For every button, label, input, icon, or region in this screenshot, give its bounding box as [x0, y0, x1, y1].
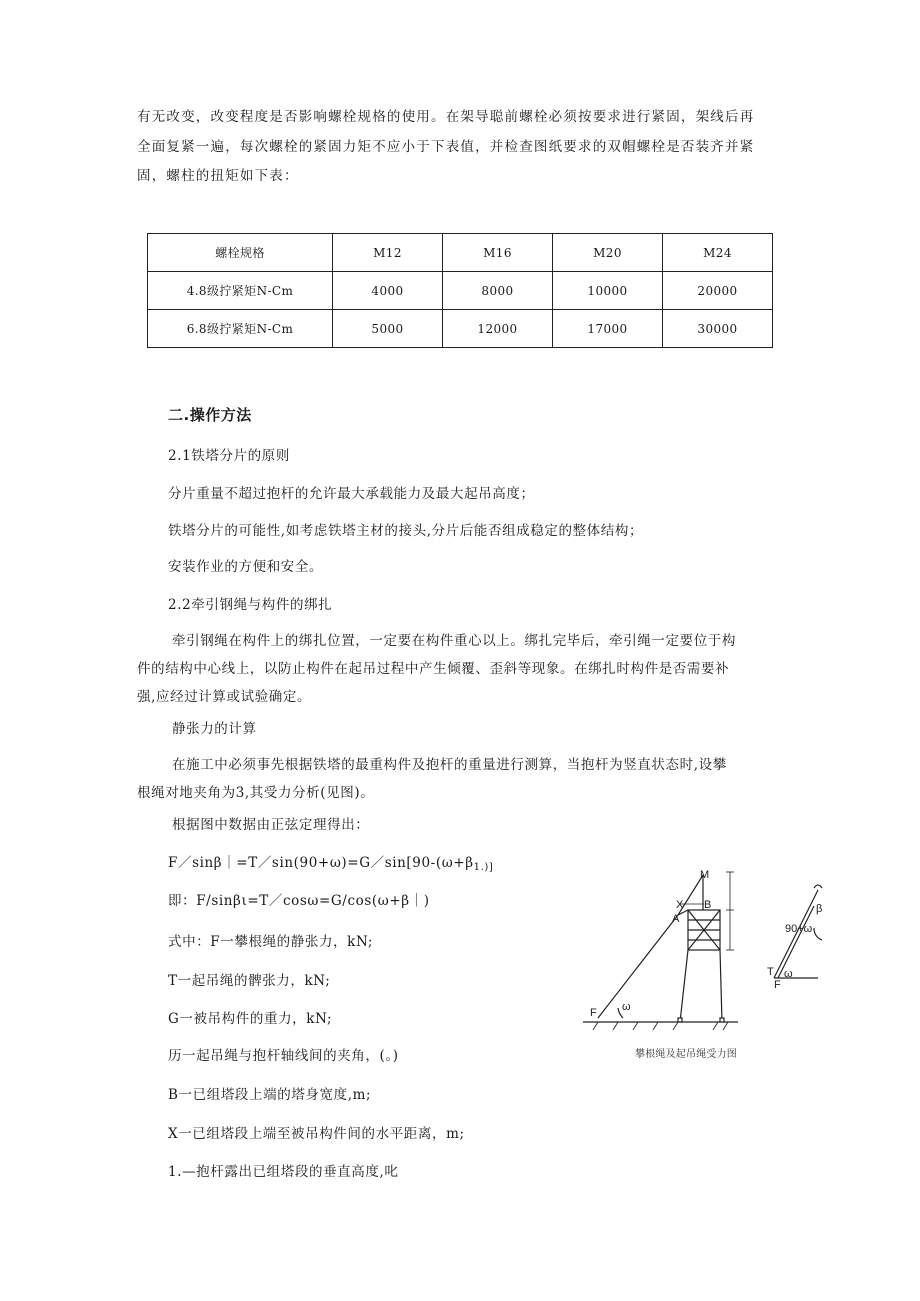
paragraph: 根绳对地夹角为3,其受力分析(见图)。: [137, 785, 375, 801]
intro-line-2: 全面复紧一遍，每次螺栓的紧固力矩不应小于下表值，并检查图纸要求的双帽螺栓是否装齐并紧: [137, 139, 755, 155]
paragraph: 安装作业的方便和安全。: [168, 559, 324, 575]
formula-1: [168, 853, 493, 875]
definition: 历一起吊绳与抱杆轴线间的夹角，(。): [168, 1048, 399, 1064]
force-diagram: [578, 860, 848, 1040]
formula-1-main: F／sinβ｜=T／sin(90+ω)=G／sin[90-(ω+β: [168, 855, 474, 871]
table-cell: 30000: [663, 310, 773, 348]
table-row: [148, 272, 773, 310]
table-cell: 12000: [443, 310, 553, 348]
intro-line-1: 有无改变，改变程度是否影响螺栓规格的使用。在架导聪前螺栓必须按要求进行紧固，架线后再: [137, 109, 755, 125]
definition: T一起吊绳的髀张力，kN;: [168, 973, 331, 989]
intro-line-3: 固，螺柱的扭矩如下表：: [137, 168, 299, 184]
formula-1-sub: 1.)]: [473, 862, 494, 873]
figure-caption: 攀根绳及起吊绳受力图: [635, 1049, 737, 1060]
table-row: [148, 310, 773, 348]
guy-rope: [598, 915, 678, 1018]
table-cell: 4000: [333, 272, 443, 310]
ground-hatch: [593, 1022, 728, 1030]
table-cell: 20000: [663, 272, 773, 310]
paragraph: 在施工中必须事先根据铁塔的最重构件及抱杆的重量进行测算，当抱杆为竖直状态时,设攀: [172, 757, 727, 773]
table-cell: 5000: [333, 310, 443, 348]
definition: X一已组塔段上端至被吊构件间的水平距离，m;: [168, 1126, 465, 1142]
table-cell: 4.8级拧紧矩N-Cm: [148, 272, 333, 310]
table-header-row: [148, 234, 773, 272]
label-T: T: [767, 966, 774, 978]
header-cell: M16: [443, 234, 553, 272]
paragraph: 分片重量不超过抱杆的允许最大承载能力及最大起吊高度；: [168, 486, 535, 502]
definition: 1.—抱杆露出已组塔段的垂直高度,叱: [168, 1164, 399, 1180]
label-beta: β: [816, 903, 823, 915]
paragraph: 根据图中数据由正弦定理得出：: [172, 817, 370, 833]
label-F2: F: [774, 979, 781, 991]
tower-frame: [678, 910, 724, 1022]
paragraph: 静张力的计算: [172, 721, 257, 737]
label-F: F: [590, 1007, 597, 1019]
header-cell: M20: [553, 234, 663, 272]
table-cell: 17000: [553, 310, 663, 348]
paragraph: 牵引钢绳在构件上的绑扎位置，一定要在构件重心以上。绑扎完毕后，牵引绳一定要位于构: [172, 633, 736, 649]
label-X: X: [676, 899, 684, 911]
header-cell: 螺栓规格: [148, 234, 333, 272]
definition: B一已组塔段上端的塔身宽度,m;: [168, 1087, 372, 1103]
header-cell: M12: [333, 234, 443, 272]
label-A: A: [672, 913, 680, 925]
label-angle: 90+ω: [785, 923, 813, 935]
label-B: B: [704, 899, 712, 911]
bolt-torque-table: [147, 233, 773, 348]
subheading-2-2: 2.2牵引钢绳与构件的绑扎: [168, 597, 333, 613]
paragraph: 件的结构中心线上，以防止构件在起吊过程中产生倾覆、歪斜等现象。在绑扎时构件是否需要补: [137, 661, 730, 677]
definition: G一被吊构件的重力，kN;: [168, 1011, 333, 1027]
definition: 式中：F一攀根绳的静张力，kN;: [168, 934, 374, 950]
header-cell: M24: [663, 234, 773, 272]
paragraph: 强,应经过计算或试验确定。: [137, 689, 312, 705]
table-cell: 6.8级拧紧矩N-Cm: [148, 310, 333, 348]
label-omega: ω: [622, 1001, 631, 1013]
label-M: M: [700, 869, 710, 881]
table-cell: 10000: [553, 272, 663, 310]
table-cell: 8000: [443, 272, 553, 310]
paragraph: 铁塔分片的可能性,如考虑铁塔主材的接头,分片后能否组成稳定的整体结构；: [168, 523, 644, 539]
formula-2: 即：F/sinβι=T／cosω=G/cos(ω+β｜): [168, 893, 430, 909]
subheading-2-1: 2.1铁塔分片的原则: [168, 448, 290, 464]
label-omega-2: ω: [784, 968, 793, 980]
section-heading: 二.操作方法: [168, 406, 252, 424]
